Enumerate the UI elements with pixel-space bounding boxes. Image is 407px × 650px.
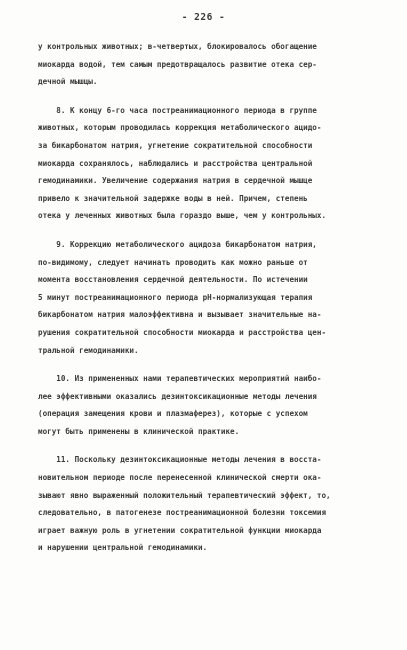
paragraph xyxy=(38,451,383,557)
text-line: 11. Поскольку дезинтоксикационные методы лечения в восста- xyxy=(38,455,322,465)
text-line: 10. Из примененных нами терапевтических мероприятий наибо- xyxy=(38,374,322,384)
paragraph-gap xyxy=(38,440,383,451)
paragraph-gap xyxy=(38,91,383,102)
text-line: 8. К концу 6-го часа постреанимационного периода в группе xyxy=(38,105,317,115)
paragraph xyxy=(38,370,383,440)
text-line: животных, которым проводилась коррекция метаболического ацидо- xyxy=(38,123,322,133)
text-line: (операция замещения крови и плазмаферез), которые с успехом xyxy=(38,409,308,419)
body-text xyxy=(38,38,383,557)
text-line: рушения сократительной способности миокарда и расстройства цен- xyxy=(38,327,327,337)
text-line: следовательно, в патогенезе постреанимационной болезни токсемия xyxy=(38,508,327,518)
text-line: 5 минут постреанимационного периода pH-нормализующая терапия xyxy=(38,292,313,302)
paragraph xyxy=(38,38,383,91)
text-line: дечной мышцы. xyxy=(38,77,98,87)
text-line: момента восстановления сердечной деятельности. По истечении xyxy=(38,275,308,285)
text-line: бикарбонатом натрия малоэффективна и вызывает значительные на- xyxy=(38,310,322,320)
paragraph xyxy=(38,102,383,225)
paragraph-gap xyxy=(38,359,383,370)
paragraph-gap xyxy=(38,225,383,236)
text-line: миокарда водой, тем самым предотвращалось развитие отека сер- xyxy=(38,59,317,69)
text-line: новительном периоде после перенесенной клинической смерти ока- xyxy=(38,473,322,483)
text-line: могут быть применены в клинической практике. xyxy=(38,426,240,436)
text-line: тральной гемодинамики. xyxy=(38,345,139,355)
page-number: - 226 - xyxy=(181,12,226,23)
text-line: миокарда сохранялось, наблюдались и расстройства центральной xyxy=(38,158,313,168)
text-line: у контрольных животных; в-четвертых, блокировалось обогащение xyxy=(38,42,317,51)
text-line: за бикарбонатом натрия, угнетение сократительной способности xyxy=(38,140,313,150)
text-line: по-видимому, следует начинать проводить как можно раньше от xyxy=(38,257,308,267)
text-line: зывают явно выраженный положительный терапевтический эффект, то, xyxy=(38,490,331,500)
text-line: и нарушении центральной гемодинамики. xyxy=(38,543,208,553)
text-line: отека у леченных животных была гораздо выше, чем у контрольных. xyxy=(38,211,327,221)
paragraph xyxy=(38,236,383,359)
text-line: 9. Коррекцию метаболического ацидоза бикарбонатом натрия, xyxy=(38,239,317,249)
text-line: играет важную роль в угнетении сократительной функции миокарда xyxy=(38,525,322,535)
text-line: лее эффективными оказались дезинтоксикационные методы лечения xyxy=(38,391,317,401)
text-line: привело к значительной задержке воды в ней. Причем, степень xyxy=(38,193,308,203)
text-line: гемодинамики. Увеличение содержания натрия в сердечной мышце xyxy=(38,176,313,186)
